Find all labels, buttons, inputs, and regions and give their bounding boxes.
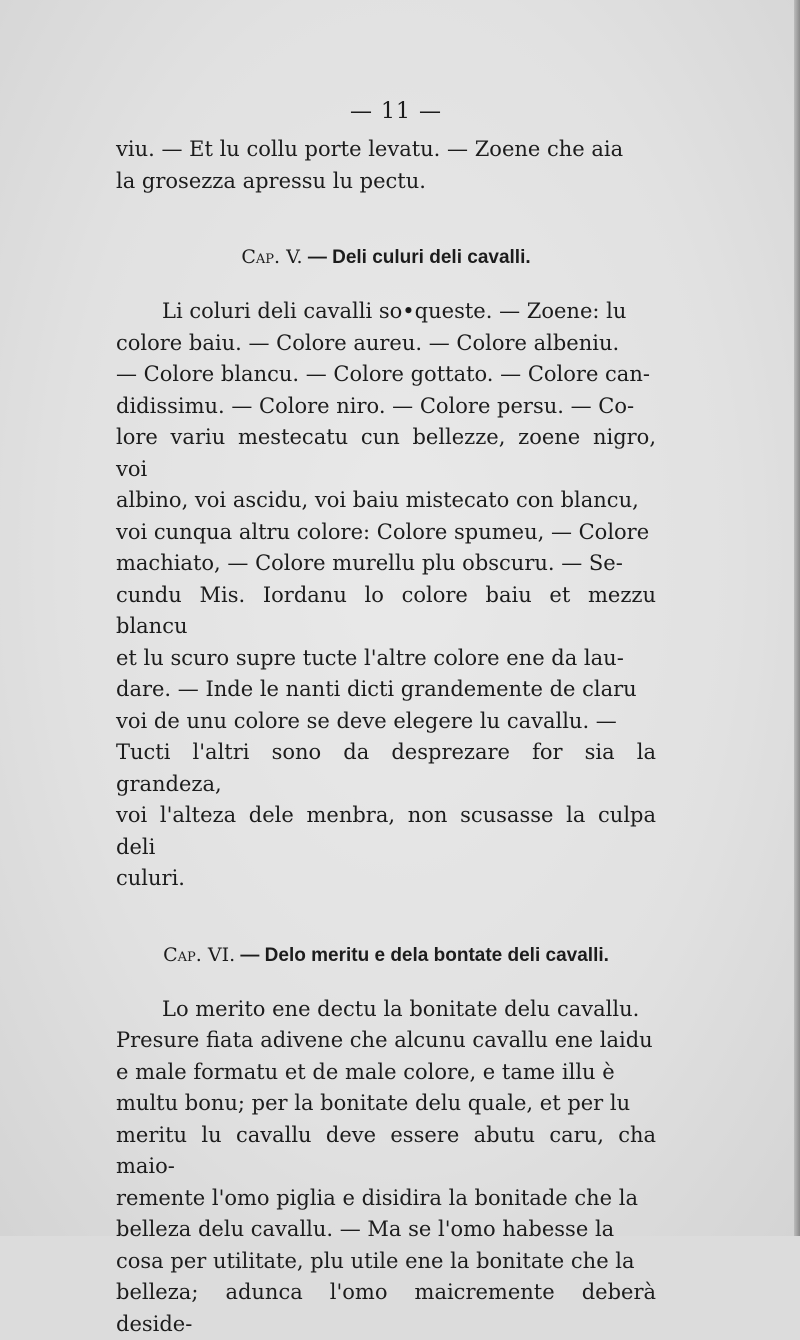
text-line: Li coluri deli cavalli so•queste. — Zoene: lu bbox=[116, 296, 656, 328]
text-line: remente l'omo piglia e disidira la bonitade che la bbox=[116, 1183, 656, 1215]
text-line: voi cunqua altru colore: Colore spumeu, — Colore bbox=[116, 517, 656, 549]
chapter-title: — Delo meritu e dela bontate deli cavalli. bbox=[240, 945, 609, 966]
page-text bbox=[116, 96, 656, 1340]
text-line: e male formatu et de male colore, e tame illu è bbox=[116, 1057, 656, 1089]
chapter-number: Cap. VI. bbox=[163, 944, 235, 966]
text-line: colore baiu. — Colore aureu. — Colore albeniu. bbox=[116, 328, 656, 360]
chapter-number: Cap. V. bbox=[241, 246, 302, 268]
text-line: lore variu mestecatu cun bellezze, zoene nigro, voi bbox=[116, 422, 656, 485]
text-line: Presure fiata adivene che alcunu cavallu ene laidu bbox=[116, 1025, 656, 1057]
text-line: didissimu. — Colore niro. — Colore persu. — Co- bbox=[116, 391, 656, 423]
page-number: — 11 — bbox=[136, 96, 656, 128]
text-line: cosa per utilitate, plu utile ene la bonitate che la bbox=[116, 1246, 656, 1278]
chapter-paragraph bbox=[116, 994, 656, 1340]
text-line: dare. — Inde le nanti dicti grandemente de claru bbox=[116, 674, 656, 706]
intro-paragraph bbox=[116, 134, 656, 197]
text-line: — Colore blancu. — Colore gottato. — Colore can- bbox=[116, 359, 656, 391]
text-line: viu. — Et lu collu porte levatu. — Zoene che aia bbox=[116, 134, 656, 166]
chapter-paragraph bbox=[116, 296, 656, 895]
text-line: la grosezza apressu lu pectu. bbox=[116, 166, 656, 198]
text-line: Tucti l'altri sono da desprezare for sia la grandeza, bbox=[116, 737, 656, 800]
text-line: voi l'alteza dele menbra, non scusasse la culpa deli bbox=[116, 800, 656, 863]
text-line: culuri. bbox=[116, 863, 656, 895]
text-line: meritu lu cavallu deve essere abutu caru, cha maio- bbox=[116, 1120, 656, 1183]
text-line: multu bonu; per la bonitate delu quale, et per lu bbox=[116, 1088, 656, 1120]
chapter-title: — Deli culuri deli cavalli. bbox=[308, 247, 531, 268]
chapter-heading bbox=[116, 241, 656, 274]
text-line: belleza delu cavallu. — Ma se l'omo habesse la bbox=[116, 1214, 656, 1246]
text-line: Lo merito ene dectu la bonitate delu cavallu. bbox=[116, 994, 656, 1026]
page-edge-shadow bbox=[794, 0, 800, 1236]
text-line: machiato, — Colore murellu plu obscuru. — Se- bbox=[116, 548, 656, 580]
chapter-heading bbox=[116, 939, 656, 972]
text-line: cundu Mis. Iordanu lo colore baiu et mezzu blancu bbox=[116, 580, 656, 643]
text-line: et lu scuro supre tucte l'altre colore ene da lau- bbox=[116, 643, 656, 675]
text-line: belleza; adunca l'omo maicremente deberà deside- bbox=[116, 1277, 656, 1340]
text-line: voi de unu colore se deve elegere lu cavallu. — bbox=[116, 706, 656, 738]
text-line: albino, voi ascidu, voi baiu mistecato con blancu, bbox=[116, 485, 656, 517]
